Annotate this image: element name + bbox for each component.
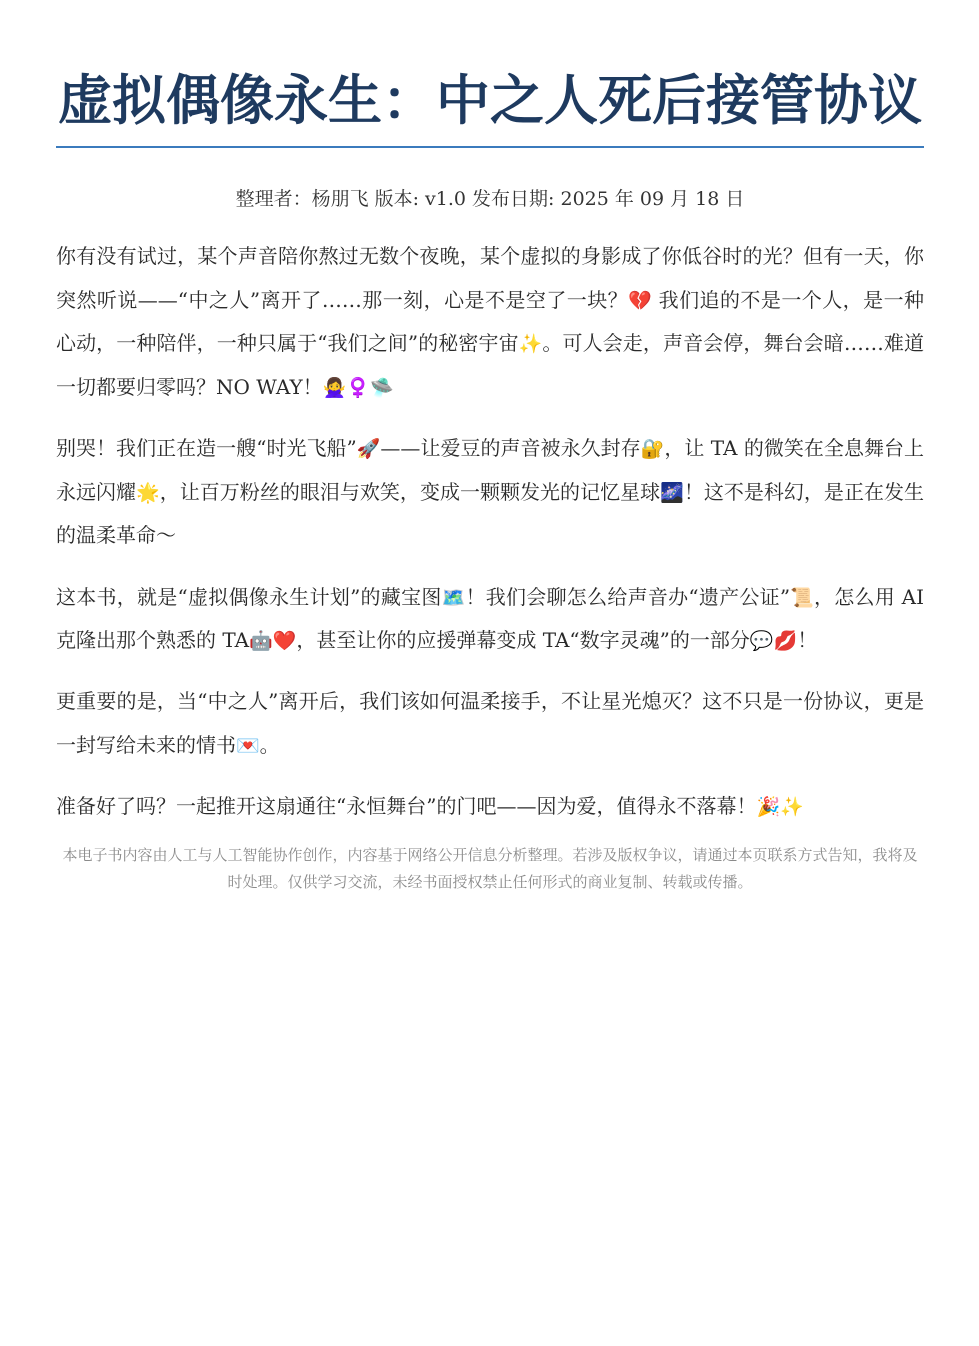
world-map-icon: 🗺️ [441,586,466,609]
kiss-mark-icon: 💋 [773,630,798,652]
document-title: 虚拟偶像永生：中之人死后接管协议 [58,69,922,132]
paragraph-2-text-2: ——让爱豆的声音被永久封存 [380,436,641,460]
love-letter-icon: 💌 [236,734,260,757]
paragraph-2 [56,427,924,558]
locked-with-key-icon: 🔐 [640,438,665,460]
glowing-star-icon: 🌟 [136,481,160,504]
paragraph-4-text-1: 更重要的是，当“中之人”离开后，我们该如何温柔接手，不让星光熄灭？这不只是一份协议，更是一封写给未来的情书 [56,688,924,757]
paragraph-3-text-5: ！ [797,628,818,652]
copyright-disclaimer: 本电子书内容由人工与人工智能协作创作，内容基于网络公开信息分析整理。若涉及版权争议，请通过本页联系方式告知，我将及时处理。仅供学习交流，未经书面授权禁止任何形式的商业复制、转载或传播。 [62,846,918,891]
party-popper-icon: 🎉 [756,795,781,818]
woman-gesturing-no-icon: 🙅‍♀️ [322,376,347,399]
female-sign-icon: ♀️ [346,376,370,399]
speech-bubble-icon: 💬 [749,630,774,652]
galaxy-icon: 🌌 [660,481,684,504]
rocket-icon: 🚀 [356,438,381,460]
paragraph-4-text-2: 。 [259,732,280,757]
paragraph-5 [56,785,924,829]
paragraph-2-text-1: 别哭！我们正在造一艘“时光飞船” [56,436,357,460]
paragraph-1 [56,235,924,409]
paragraph-2-text-3: ，让 TA 的微笑在全息舞台上永远闪耀 [56,436,925,504]
flying-saucer-icon: 🛸 [370,376,394,399]
scroll-icon: 📜 [790,586,814,609]
paragraph-2-text-5: ！这不是科幻，是正在发生的温柔革命～ [56,479,924,547]
robot-icon: 🤖 [249,630,273,652]
paragraph-3-text-1: 这本书，就是“虚拟偶像永生计划”的藏宝图 [56,584,442,609]
sparkles-icon: ✨ [780,795,804,818]
broken-heart-icon: 💔 [628,289,652,312]
document-page [56,0,924,896]
document-meta: 整理者：杨朋飞 版本: v1.0 发布日期: 2025 年 09 月 18 日 [235,188,745,210]
paragraph-3-text-2: ！我们会聊怎么给声音办“遗产公证” [465,584,791,609]
paragraph-4 [56,679,924,767]
paragraph-5-text-1: 准备好了吗？一起推开这扇通往“永恒舞台”的门吧——因为爱，值得永不落幕！ [56,793,757,818]
sparkles-icon: ✨ [518,333,543,355]
red-heart-icon: ❤️ [272,630,297,652]
paragraph-1-text-1: 你有没有试过，某个声音陪你熬过无数个夜晚，某个虚拟的身影成了你低谷时的光？但有一天，你突然听说——“中之人”离开了……那一刻，心是不是空了一块？ [56,244,924,312]
title-divider [56,146,924,148]
paragraph-1-text-2: 我们追的不是一个人，是一种心动，一种陪伴，一种只属于“我们之间”的秘密宇宙 [56,287,925,355]
paragraph-2-text-4: ，让百万粉丝的眼泪与欢笑，变成一颗颗发光的记忆星球 [159,479,661,504]
paragraph-3-text-3: ，怎么用 AI 克隆出那个熟悉的 TA [56,584,925,652]
paragraph-1-text-3: 。可人会走，声音会停，舞台会暗……难道一切都要归零吗？NO WAY！ [56,331,925,399]
paragraph-3 [56,576,924,663]
paragraph-3-text-4: ，甚至让你的应援弹幕变成 TA“数字灵魂”的一部分 [296,628,750,652]
